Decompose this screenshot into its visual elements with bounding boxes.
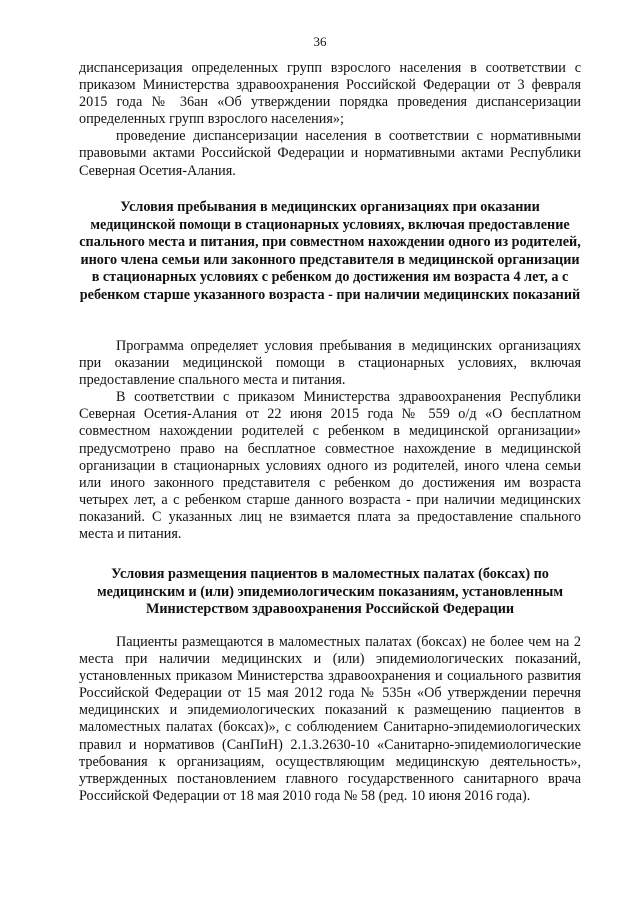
intro-paragraph-2: проведение диспансеризации населения в соответствии с нормативными правовыми актами Российской Федерации и нормативными актами Республики Северная Осетия-Алания. xyxy=(79,128,581,179)
section-2-heading: Условия размещения пациентов в маломестных палатах (боксах) по медицинским и (или) эпидемиологическим показаниям, установленным Министерством здравоохранения Российской Федерации xyxy=(96,566,564,617)
section-1-body xyxy=(79,338,581,543)
intro-block xyxy=(79,60,581,180)
page-number: 36 xyxy=(313,34,327,49)
section-1-paragraph-2: В соответствии с приказом Министерства здравоохранения Республики Северная Осетия-Алания от 22 июня 2015 года № 559 о/д «О бесплатном совместном нахождении родителей с ребенком в медицинской организации» предусмотрено право на бесплатное совместное нахождение в медицинской организации в стационарных условиях одного из родителей, иного члена семьи или иного законного представителя с ребенком до достижения им возраста четырех лет, а с ребенком старше данного возраста - при наличии медицинских показаний. С указанных лиц не взимается плата за предоставление спального места и питания. xyxy=(79,389,581,543)
section-1-paragraph-1: Программа определяет условия пребывания в медицинских организациях при оказании медицинской помощи в стационарных условиях, включая предоставление спального места и питания. xyxy=(79,338,581,389)
section-1-heading: Условия пребывания в медицинских организациях при оказании медицинской помощи в стационарных условиях, включая предоставление спального места и питания, при совместном нахождении одного из родителей, иного члена семьи или законного представителя в медицинской организации в стационарных условиях с ребенком до достижения им возраста 4 лет, а с ребенком старше указанного возраста - при наличии медицинских показаний xyxy=(79,199,581,303)
intro-paragraph-1: диспансеризация определенных групп взрослого населения в соответствии с приказом Министерства здравоохранения Российской Федерации от 3 февраля 2015 года № 36ан «Об утверждении порядка проведения диспансеризации определенных групп взрослого населения»; xyxy=(79,60,581,128)
section-2-paragraph-1: Пациенты размещаются в маломестных палатах (боксах) не более чем на 2 места при наличии медицинских и (или) эпидемиологических показаний, установленных приказом Министерства здравоохранения и социального развития Российской Федерации от 15 мая 2012 года № 535н «Об утверждении перечня медицинских и эпидемиологических показаний к размещению пациентов в маломестных палатах (боксах)», с соблюдением Санитарно-эпидемиологических правил и нормативов (СанПиН) 2.1.3.2630-10 «Санитарно-эпидемиологические требования к организациям, осуществляющим медицинскую деятельность», утвержденных постановлением главного государственного санитарного врача Российской Федерации от 18 мая 2010 года № 58 (ред. 10 июня 2016 года). xyxy=(79,634,581,804)
section-2-body xyxy=(79,634,581,805)
